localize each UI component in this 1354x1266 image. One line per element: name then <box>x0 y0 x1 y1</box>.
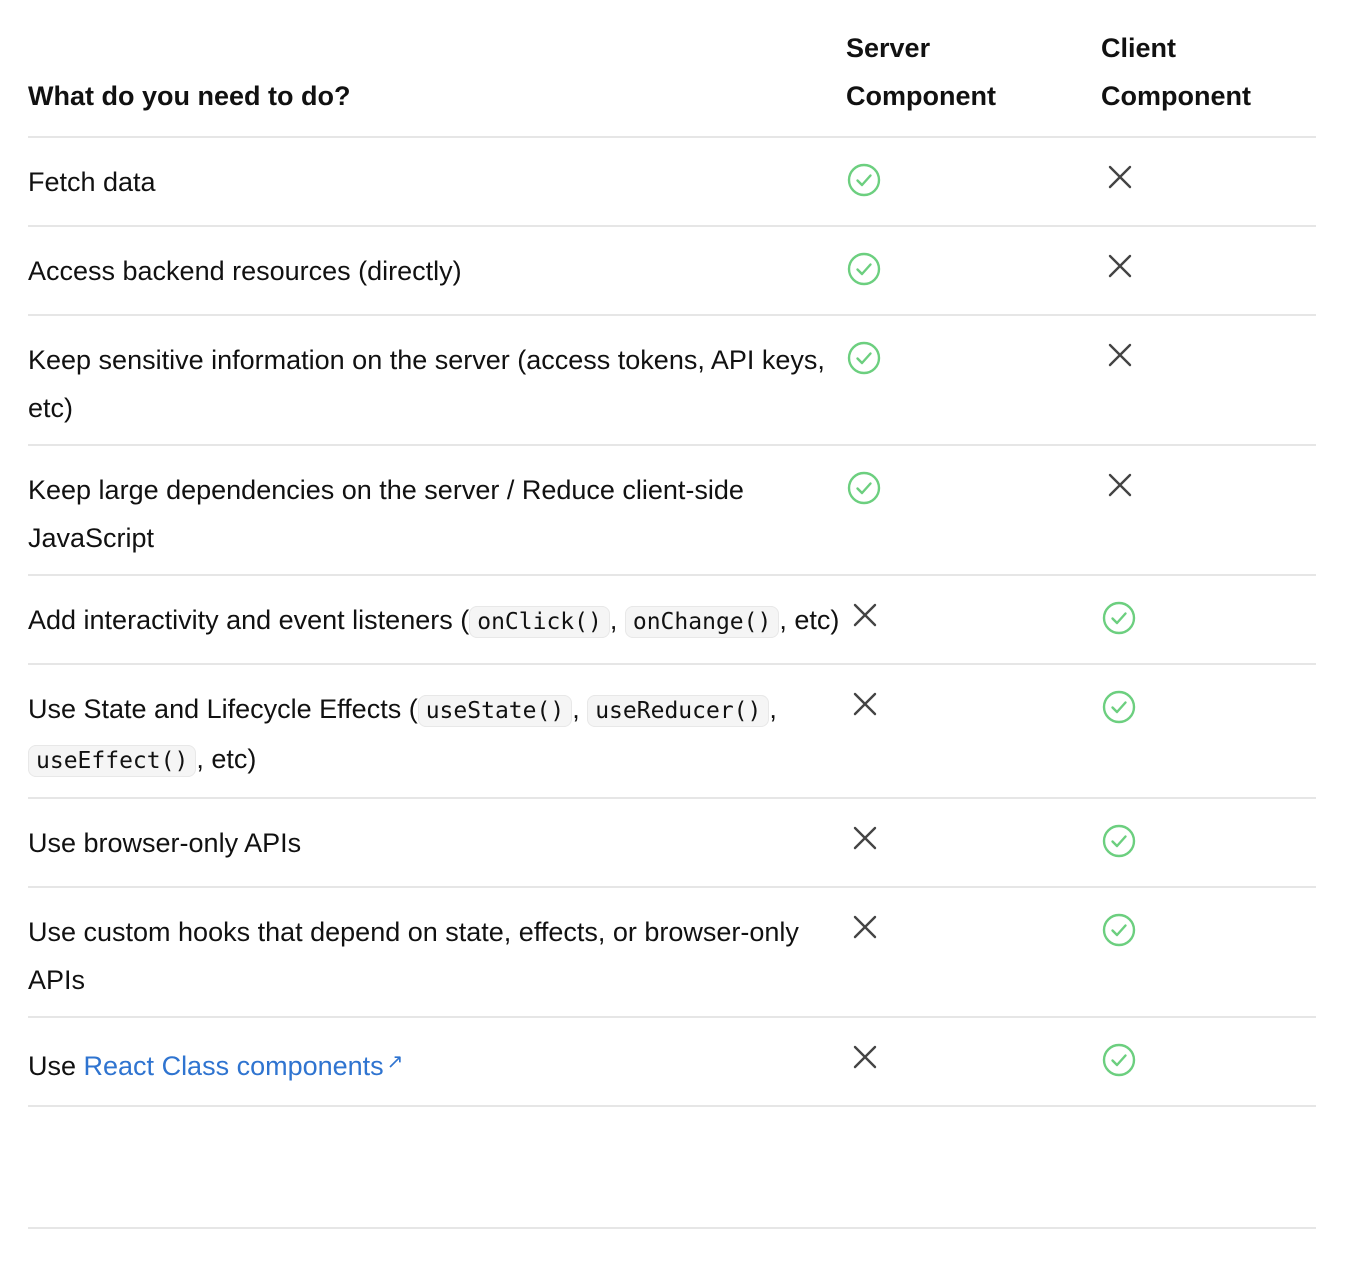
task-text: Use browser-only APIs <box>28 828 302 858</box>
header-task: What do you need to do? <box>28 24 846 137</box>
client-support-cell <box>1101 137 1316 226</box>
close-icon <box>1105 251 1141 287</box>
task-text: Use custom hooks that depend on state, effects, or browser-only APIs <box>28 917 799 995</box>
client-support-cell <box>1101 664 1316 798</box>
check-circle-icon <box>847 162 883 198</box>
task-cell <box>28 315 846 445</box>
client-support-cell <box>1101 445 1316 575</box>
close-icon <box>1105 162 1141 198</box>
server-support-cell <box>846 226 1101 315</box>
task-text: Keep large dependencies on the server / Reduce client-side JavaScript <box>28 475 744 553</box>
header-server-component: Server Component <box>846 24 1101 137</box>
comparison-table-container <box>28 24 1316 1107</box>
task-cell <box>28 445 846 575</box>
task-text: Keep sensitive information on the server (access tokens, API keys, etc) <box>28 345 825 423</box>
table-row <box>28 887 1316 1017</box>
task-cell <box>28 137 846 226</box>
task-cell <box>28 664 846 798</box>
task-text: , <box>609 605 625 635</box>
close-icon <box>850 600 886 636</box>
task-text: , etc) <box>196 744 257 774</box>
task-text: , etc) <box>779 605 840 635</box>
task-cell <box>28 887 846 1017</box>
close-icon <box>850 689 886 725</box>
close-icon <box>1105 340 1141 376</box>
table-header-row <box>28 24 1316 137</box>
client-support-cell <box>1101 1017 1316 1106</box>
task-text: Use State and Lifecycle Effects ( <box>28 694 418 724</box>
server-support-cell <box>846 575 1101 664</box>
client-support-cell <box>1101 798 1316 887</box>
task-text: , <box>769 694 777 724</box>
task-text: Add interactivity and event listeners ( <box>28 605 470 635</box>
check-circle-icon <box>1102 1042 1138 1078</box>
inline-code: onChange() <box>625 606 779 638</box>
check-circle-icon <box>1102 689 1138 725</box>
server-support-cell <box>846 798 1101 887</box>
task-cell <box>28 1017 846 1106</box>
close-icon <box>1105 470 1141 506</box>
table-bottom-divider <box>28 1227 1316 1229</box>
check-circle-icon <box>847 251 883 287</box>
task-text: Fetch data <box>28 167 156 197</box>
check-circle-icon <box>1102 600 1138 636</box>
check-circle-icon <box>1102 823 1138 859</box>
task-text: , <box>572 694 588 724</box>
table-row <box>28 315 1316 445</box>
table-row <box>28 575 1316 664</box>
table-row <box>28 137 1316 226</box>
link-label[interactable]: React Class components <box>83 1051 384 1081</box>
close-icon <box>850 1042 886 1078</box>
server-support-cell <box>846 664 1101 798</box>
server-client-comparison-table <box>28 24 1316 1107</box>
server-support-cell <box>846 887 1101 1017</box>
server-support-cell <box>846 445 1101 575</box>
server-support-cell <box>846 1017 1101 1106</box>
table-row <box>28 1017 1316 1106</box>
inline-code: useReducer() <box>587 695 769 727</box>
inline-code: useEffect() <box>28 745 196 777</box>
client-support-cell <box>1101 315 1316 445</box>
client-support-cell <box>1101 226 1316 315</box>
table-row <box>28 798 1316 887</box>
task-cell <box>28 575 846 664</box>
server-support-cell <box>846 137 1101 226</box>
react-class-components-link[interactable] <box>84 1051 404 1081</box>
inline-code: onClick() <box>469 606 610 638</box>
header-client-component: Client Component <box>1101 24 1316 137</box>
external-link-icon[interactable]: ↗ <box>386 1051 404 1073</box>
task-cell <box>28 798 846 887</box>
client-support-cell <box>1101 575 1316 664</box>
close-icon <box>850 912 886 948</box>
table-row <box>28 226 1316 315</box>
client-support-cell <box>1101 887 1316 1017</box>
check-circle-icon <box>847 470 883 506</box>
task-cell <box>28 226 846 315</box>
table-row <box>28 664 1316 798</box>
check-circle-icon <box>1102 912 1138 948</box>
server-support-cell <box>846 315 1101 445</box>
task-text: Access backend resources (directly) <box>28 256 462 286</box>
close-icon <box>850 823 886 859</box>
table-row <box>28 445 1316 575</box>
task-text: Use <box>28 1051 84 1081</box>
check-circle-icon <box>847 340 883 376</box>
inline-code: useState() <box>418 695 572 727</box>
